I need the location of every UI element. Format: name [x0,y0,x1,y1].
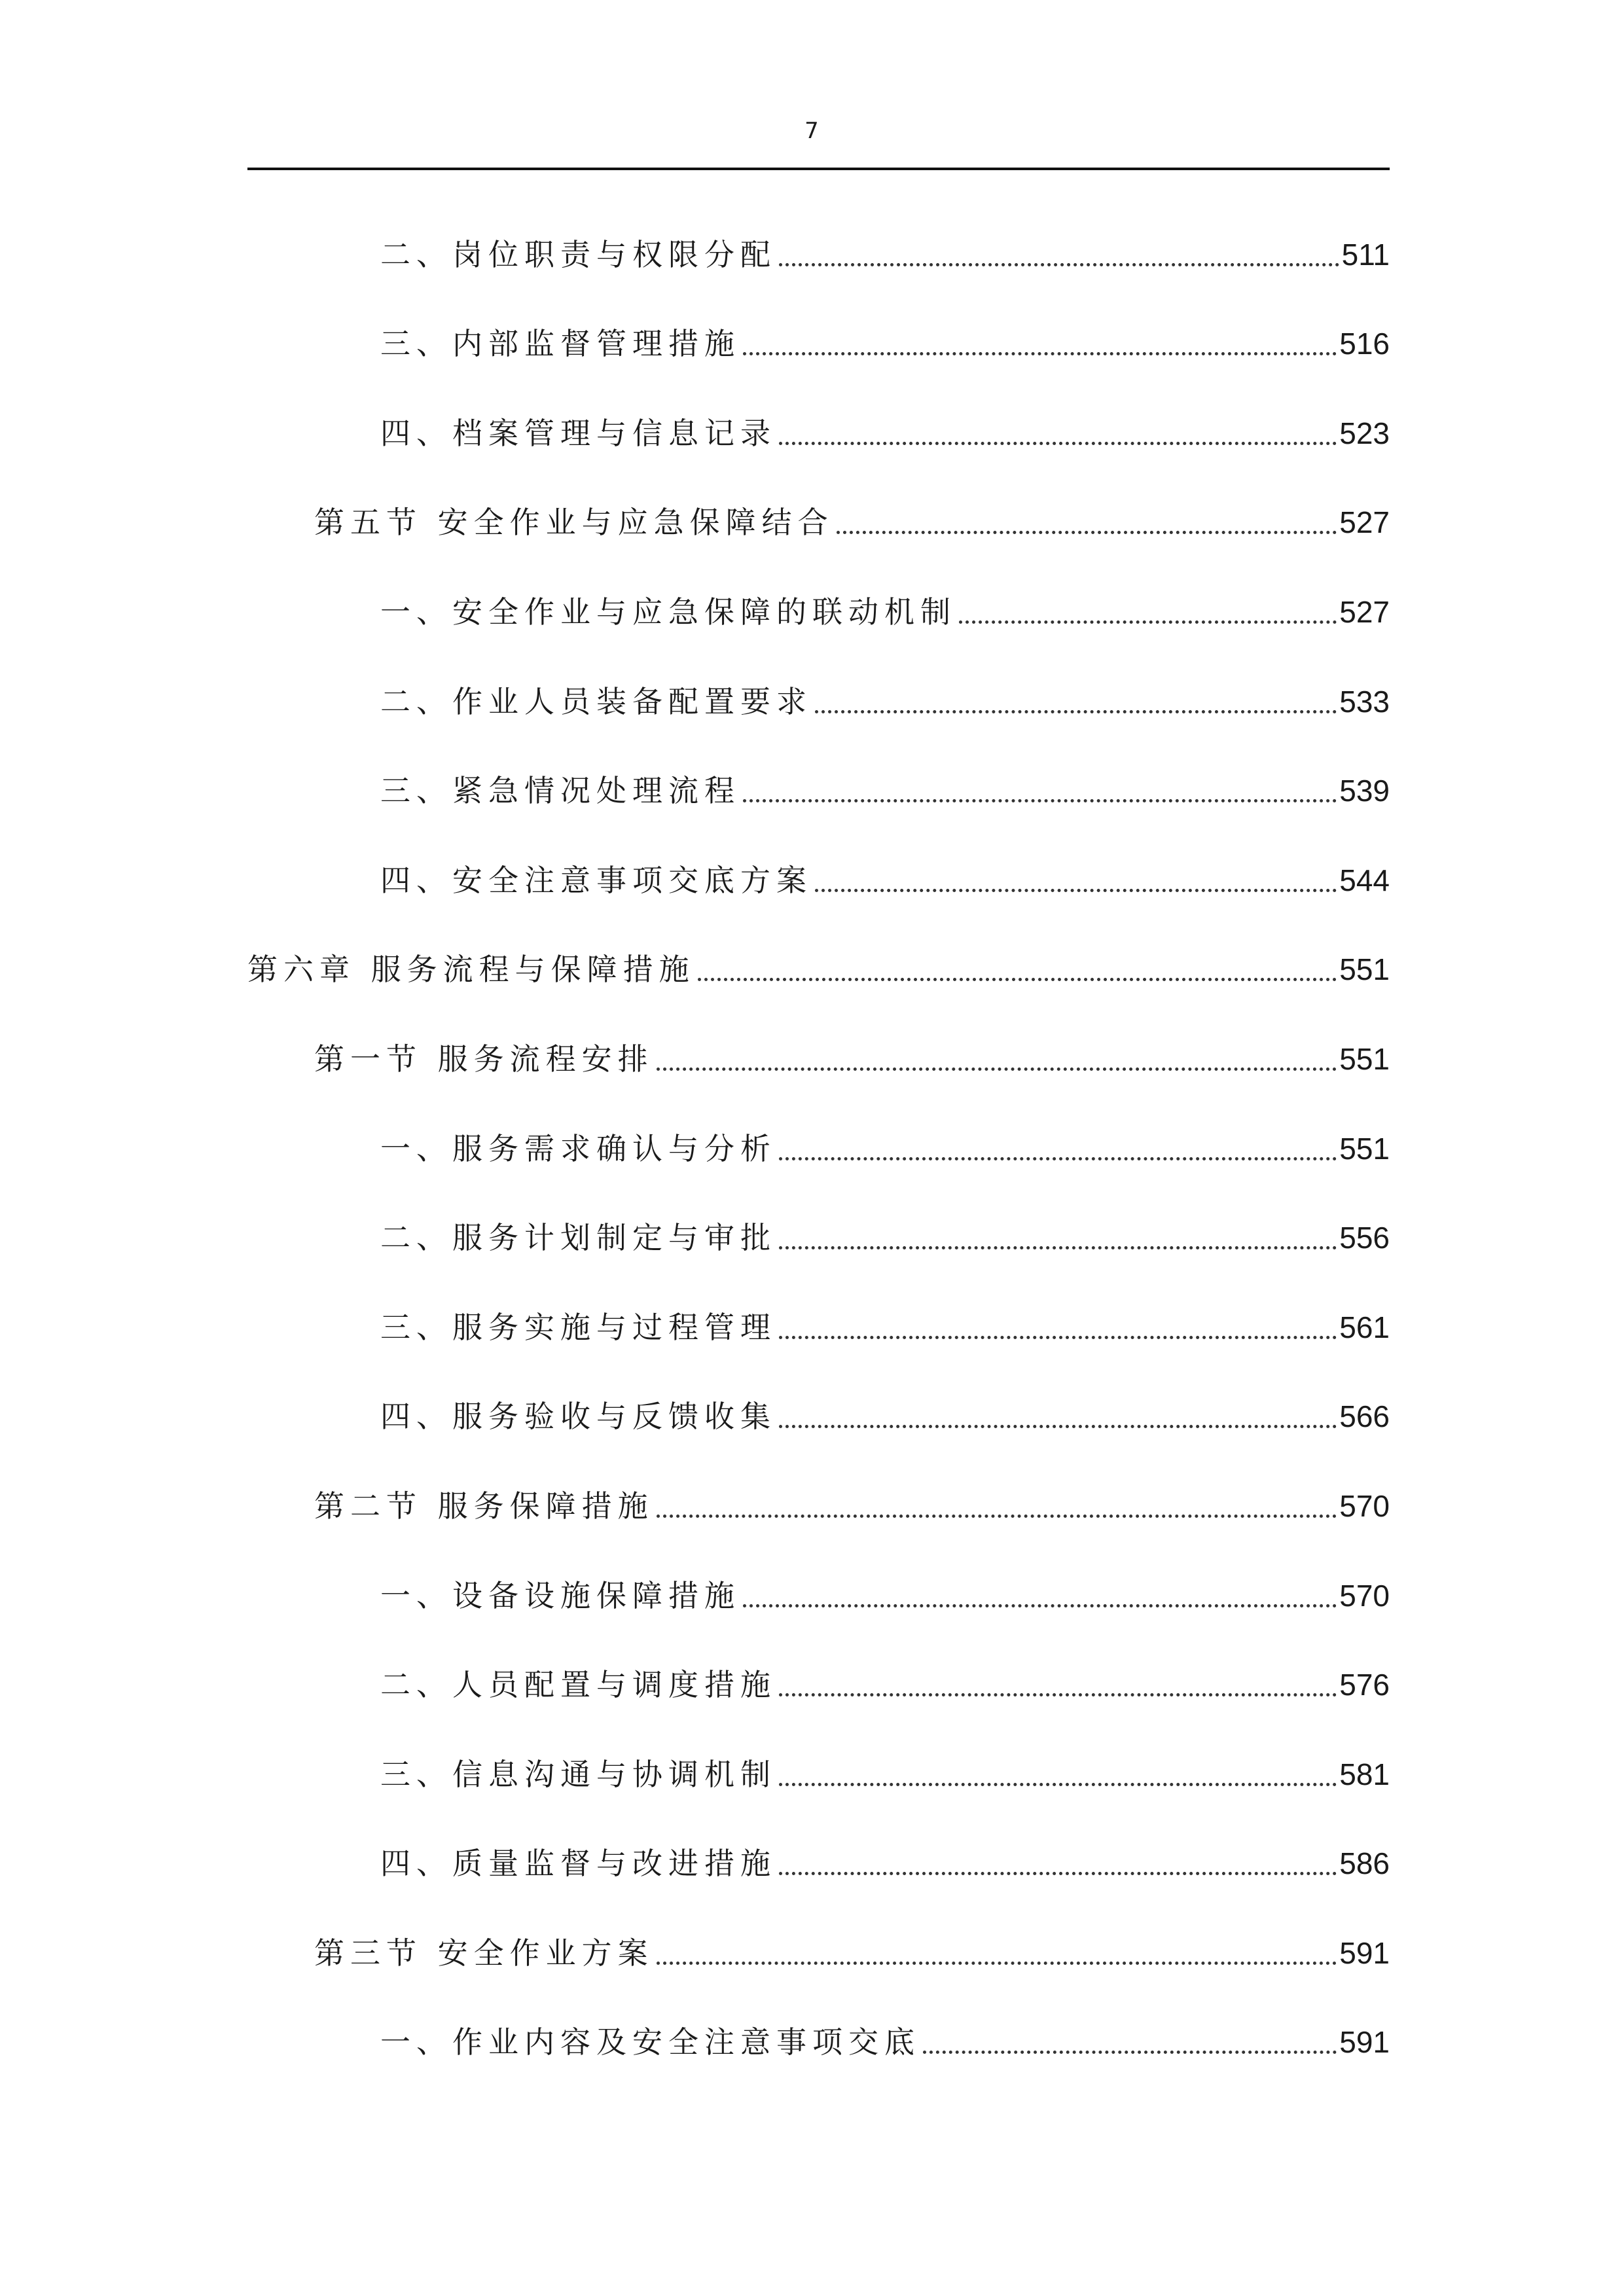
toc-entry-page: 581 [1339,1757,1390,1791]
toc-entry[interactable] [247,1909,1390,1999]
toc-entry[interactable] [247,836,1390,926]
toc-entry-page: 527 [1339,594,1390,629]
toc-entry-title: 二、作业人员装备配置要求 [380,683,812,719]
toc-entry-page: 570 [1339,1578,1390,1613]
toc-entry-title: 三、服务实施与过程管理 [380,1309,776,1345]
toc-entry[interactable] [247,389,1390,479]
toc-entry[interactable] [247,658,1390,747]
toc-dot-leader [743,799,1337,802]
toc-entry-title: 二、岗位职责与权限分配 [380,236,776,272]
toc-entry[interactable] [247,1015,1390,1105]
toc-entry-page: 523 [1339,416,1390,450]
toc-dot-leader [657,1962,1337,1965]
toc-entry-page: 516 [1339,327,1390,361]
toc-entry-page: 556 [1339,1221,1390,1255]
toc-entry[interactable] [247,1552,1390,1641]
toc-entry-page: 511 [1341,237,1390,272]
toc-dot-leader [959,620,1337,624]
toc-dot-leader [779,1425,1337,1428]
toc-entry-title: 一、服务需求确认与分析 [380,1130,776,1166]
toc-dot-leader [779,442,1337,445]
toc-entry-title: 第五节 安全作业与应急保障结合 [314,505,834,541]
toc-entry-title: 第六章 服务流程与保障措施 [247,952,695,988]
toc-dot-leader [779,263,1339,266]
toc-entry[interactable] [247,479,1390,569]
toc-entry-title: 第一节 服务流程安排 [314,1041,654,1077]
header-rule [247,168,1390,170]
page-number: 7 [804,118,820,144]
toc-entry-page: 551 [1339,1131,1390,1166]
toc-entry-page: 591 [1339,2025,1390,2060]
toc-dot-leader [837,531,1337,534]
toc-entry[interactable] [247,926,1390,1016]
toc-entry[interactable] [247,747,1390,837]
toc-entry-page: 561 [1339,1310,1390,1344]
toc-dot-leader [923,2051,1337,2054]
toc-dot-leader [657,1515,1337,1518]
toc-entry-title: 四、档案管理与信息记录 [380,415,776,451]
toc-entry[interactable] [247,1283,1390,1373]
toc-dot-leader [743,1604,1337,1607]
toc-entry-page: 551 [1339,1041,1390,1076]
toc-entry-title: 一、安全作业与应急保障的联动机制 [380,594,956,630]
toc-dot-leader [779,1157,1337,1160]
toc-dot-leader [779,1693,1337,1696]
toc-entry-title: 三、紧急情况处理流程 [380,773,740,809]
toc-entry-title: 四、安全注意事项交底方案 [380,862,812,898]
toc-dot-leader [779,1246,1337,1249]
toc-entry[interactable] [247,1731,1390,1820]
toc-entry-page: 551 [1339,952,1390,987]
toc-dot-leader [779,1336,1337,1339]
toc-entry-title: 二、人员配置与调度措施 [380,1667,776,1703]
toc-entry[interactable] [247,1462,1390,1552]
toc-entry-title: 四、质量监督与改进措施 [380,1846,776,1882]
toc-entry[interactable] [247,300,1390,390]
toc-entry-page: 570 [1339,1488,1390,1523]
toc-entry-page: 586 [1339,1846,1390,1881]
toc-dot-leader [779,1872,1337,1875]
toc-entry-title: 三、内部监督管理措施 [380,326,740,362]
toc-entry[interactable] [247,1820,1390,1910]
toc-entry-title: 四、服务验收与反馈收集 [380,1399,776,1435]
toc-dot-leader [779,1783,1337,1786]
toc-entry[interactable] [247,1105,1390,1194]
toc-entry-page: 566 [1339,1399,1390,1434]
toc-dot-leader [743,352,1337,355]
toc-entry-page: 591 [1339,1935,1390,1970]
toc-entry-title: 第三节 安全作业方案 [314,1935,654,1971]
toc-entry[interactable] [247,1999,1390,2089]
toc-entry-title: 一、设备设施保障措施 [380,1577,740,1613]
toc-entry[interactable] [247,1373,1390,1463]
toc-entry-page: 539 [1339,774,1390,808]
toc-entry-title: 第二节 服务保障措施 [314,1488,654,1524]
toc-dot-leader [815,889,1337,892]
table-of-contents [247,211,1390,2088]
toc-dot-leader [698,978,1337,981]
toc-entry-page: 533 [1339,684,1390,719]
toc-entry[interactable] [247,568,1390,658]
toc-entry-page: 576 [1339,1668,1390,1702]
toc-dot-leader [815,710,1337,713]
toc-entry[interactable] [247,1641,1390,1731]
toc-entry-title: 三、信息沟通与协调机制 [380,1756,776,1792]
toc-entry[interactable] [247,211,1390,300]
toc-entry-page: 544 [1339,863,1390,897]
toc-entry-title: 一、作业内容及安全注意事项交底 [380,2024,920,2060]
toc-entry-page: 527 [1339,505,1390,540]
toc-entry[interactable] [247,1194,1390,1284]
toc-dot-leader [657,1067,1337,1071]
toc-entry-title: 二、服务计划制定与审批 [380,1220,776,1256]
